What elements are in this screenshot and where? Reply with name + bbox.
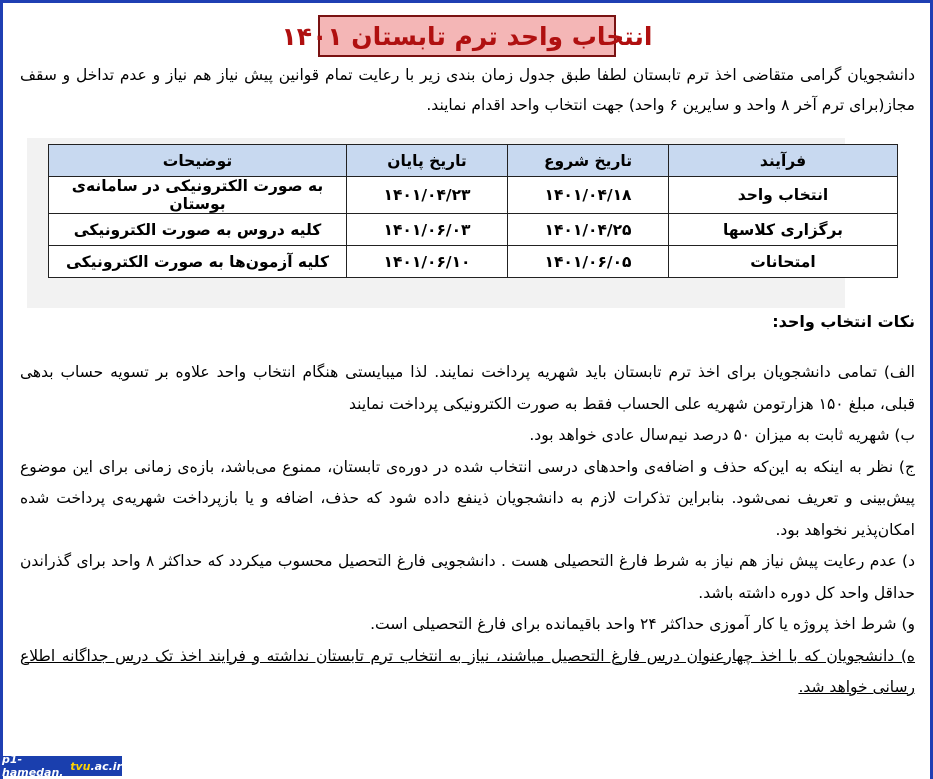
cell-end-date: ۱۴۰۱/۰۶/۰۳	[347, 214, 508, 246]
note-item: ه) دانشجویان که با اخذ چهارعنوان درس فارغ التحصیل میاشند، نیاز به انتخاب ترم تابستان نداشته و فرایند اخذ تک درس جداگانه اطلاع رسانی خواهد شد.	[20, 646, 915, 696]
url-suffix: .ac.ir	[90, 759, 122, 773]
cell-start-date: ۱۴۰۱/۰۶/۰۵	[508, 246, 669, 278]
cell-process: برگزاری کلاسها	[669, 214, 898, 246]
table-row	[49, 214, 898, 246]
header-process: فرآیند	[669, 145, 898, 177]
cell-description: کلیه آزمون‌ها به صورت الکترونیکی	[49, 246, 347, 278]
intro-paragraph: دانشجویان گرامی متقاضی اخذ ترم تابستان لطفا طبق جدول زمان بندی زیر با رعایت تمام قوانین پیش نیاز هم نیاز و عدم تداخل و سقف مجاز(برای ترم آخر ۸ واحد و سایرین ۶ واحد) جهت انتخاب واحد اقدام نمایند.	[20, 66, 915, 114]
notes-list	[20, 357, 915, 704]
cell-end-date: ۱۴۰۱/۰۶/۱۰	[347, 246, 508, 278]
table-row	[49, 177, 898, 214]
table-header-row	[49, 145, 898, 177]
note-item: ب) شهریه ثابت به میزان ۵۰ درصد نیم‌سال عادی خواهد بود.	[529, 426, 915, 444]
note-item: و) شرط اخذ پروژه یا کار آموزی حداکثر ۲۴ واحد باقیمانده برای فارغ التحصیلی است.	[370, 615, 915, 633]
note-item: الف) تمامی دانشجویان برای اخذ ترم تابستان باید شهریه پرداخت نمایند. لذا میبایستی هنگام انتخاب واحد علاوه بر تسویه حساب بدهی قبلی، مبلغ ۱۵۰ هزارتومن شهریه علی الحساب فقط به صورت الکترونیکی پرداخت نمایند	[20, 363, 915, 413]
table-row	[49, 246, 898, 278]
notes-heading: نکات انتخاب واحد:	[772, 312, 915, 331]
cell-process: انتخاب واحد	[669, 177, 898, 214]
cell-description: به صورت الکترونیکی در سامانه‌ی بوستان	[49, 177, 347, 214]
schedule-table	[48, 144, 898, 278]
page-title: انتخاب واحد ترم تابستان ۱۴۰۱	[281, 21, 653, 51]
cell-start-date: ۱۴۰۱/۰۴/۱۸	[508, 177, 669, 214]
url-prefix: p1-hamedan.	[2, 753, 64, 779]
cell-end-date: ۱۴۰۱/۰۴/۲۳	[347, 177, 508, 214]
note-item: د) عدم رعایت پیش نیاز هم نیاز به شرط فارغ التحصیلی هست . دانشجویی فارغ التحصیل محسوب میکردد که حداکثر ۸ واحد برای گذراندن حداقل واحد کل دوره داشته باشد.	[20, 552, 915, 602]
header-description: توضیحات	[49, 145, 347, 177]
cell-start-date: ۱۴۰۱/۰۴/۲۵	[508, 214, 669, 246]
header-start-date: تاریخ شروع	[508, 145, 669, 177]
cell-description: کلیه دروس به صورت الکترونیکی	[49, 214, 347, 246]
site-url-badge[interactable]	[2, 753, 122, 779]
title-banner	[281, 15, 653, 57]
cell-process: امتحانات	[669, 246, 898, 278]
note-item: ج) نظر به اینکه به این‌که حذف و اضافه‌ی واحدهای درسی انتخاب شده در دوره‌ی تابستان، ممنوع می‌باشد، بازه‌ی زمانی برای این موضوع پیش‌بینی و تعریف نمی‌شود. بنابراین تذکرات لازم به دانشجویان ذینفع داده شود که حذف، اضافه و یا بازپرداخت شهریه‌ی پرداخت شده امکان‌پذیر نخواهد بود.	[20, 457, 915, 539]
url-highlight: tvu	[70, 759, 91, 773]
header-end-date: تاریخ پایان	[347, 145, 508, 177]
